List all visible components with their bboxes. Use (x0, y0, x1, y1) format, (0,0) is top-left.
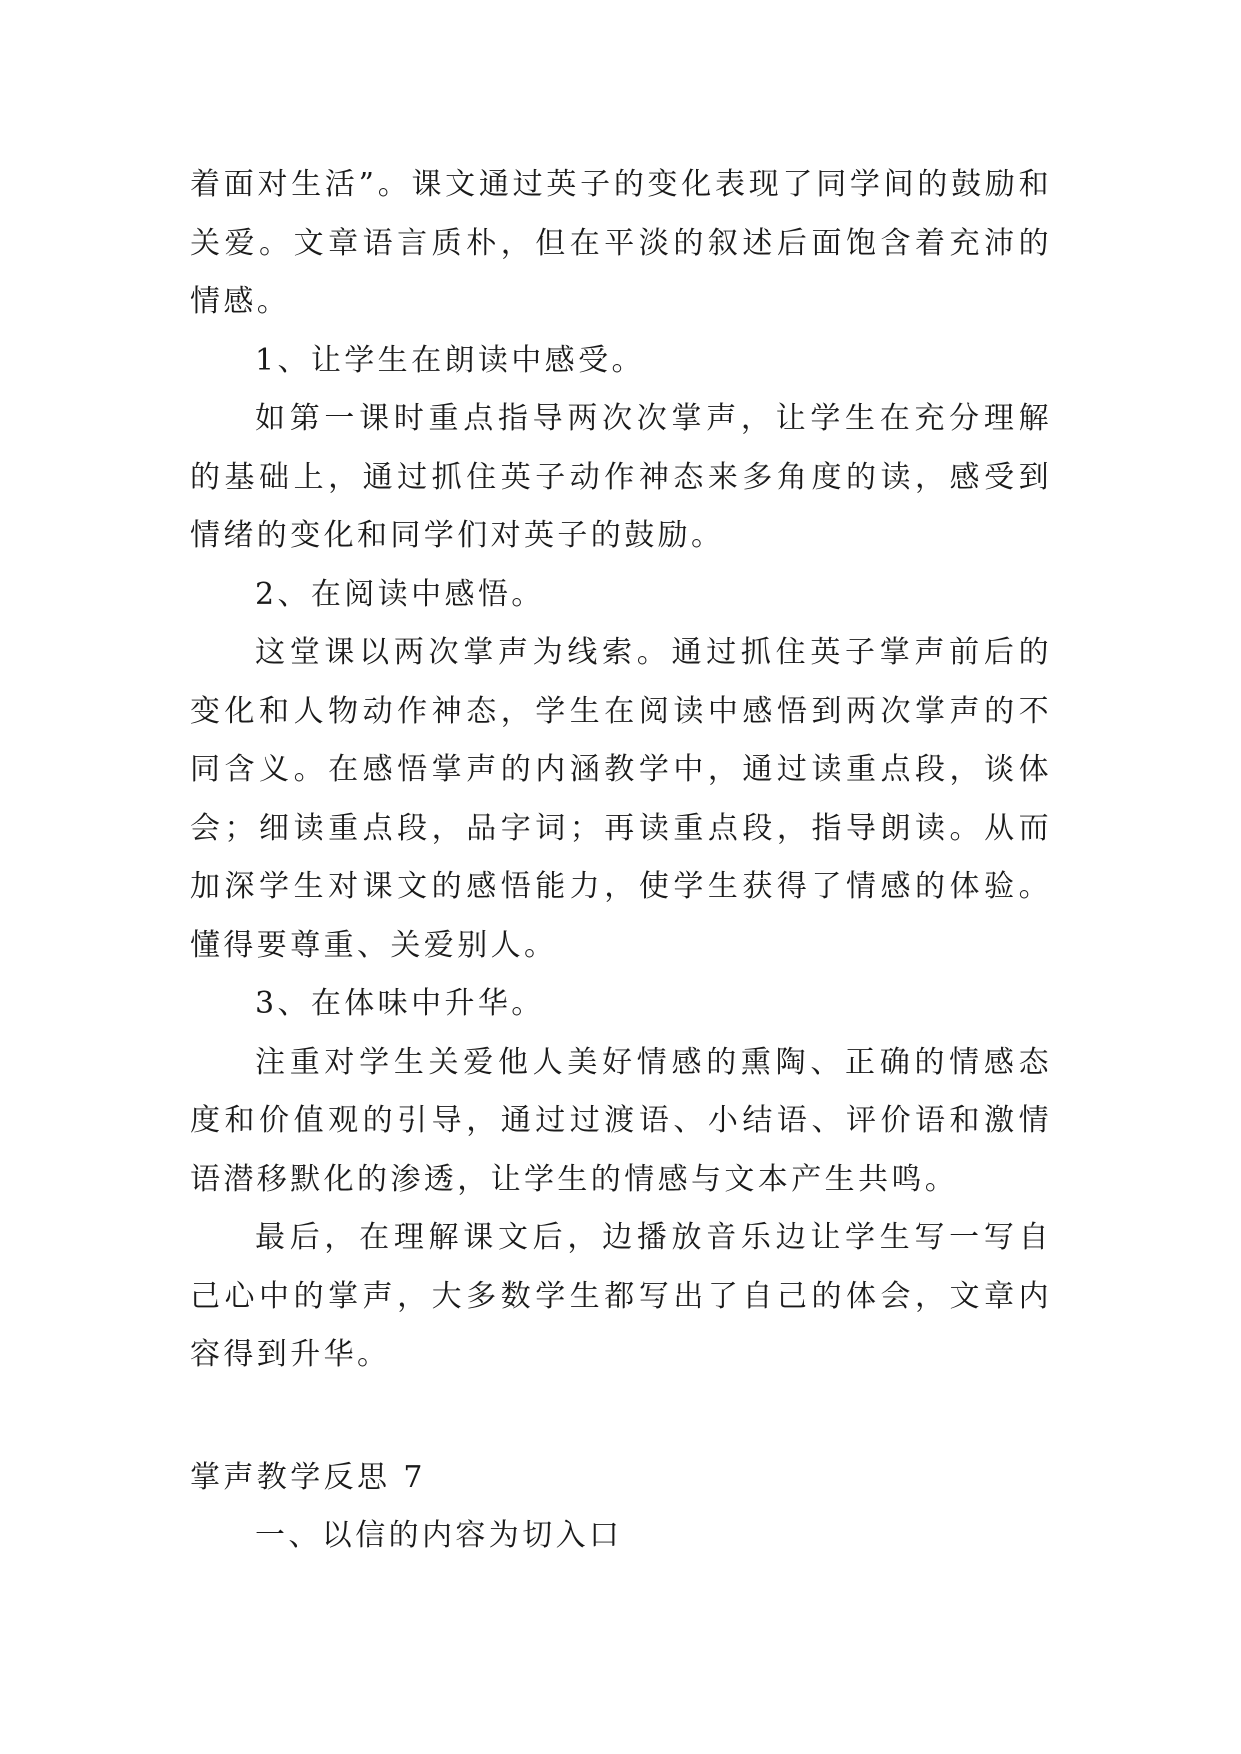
paragraph: 最后，在理解课文后，边播放音乐边让学生写一写自己心中的掌声，大多数学生都写出了自己的体会，文章内容得到升华。 (190, 1220, 1052, 1372)
list-item-3: 3、在体味中升华。 (255, 986, 545, 1021)
section-title: 掌声教学反思 7 (190, 1459, 426, 1495)
document-body (190, 156, 1052, 1566)
section-first-item: 一、以信的内容为切入口 (255, 1518, 623, 1553)
list-item-1: 1、让学生在朗读中感受。 (255, 342, 645, 378)
paragraph: 这堂课以两次掌声为线索。通过抓住英子掌声前后的变化和人物动作神态，学生在阅读中感悟到两次掌声的不同含义。在感悟掌声的内涵教学中，通过读重点段，谈体会；细读重点段，品字词；再读重点段，指导朗读。从而加深学生对课文的感悟能力，使学生获得了情感的体验。懂得要尊重、关爱别人。 (190, 635, 1052, 963)
list-item-2: 2、在阅读中感悟。 (255, 576, 545, 612)
paragraph-continuation: 着面对生活”。课文通过英子的变化表现了同学间的鼓励和关爱。文章语言质朴，但在平淡的叙述后面饱含着充沛的情感。 (190, 167, 1052, 319)
paragraph: 注重对学生关爱他人美好情感的熏陶、正确的情感态度和价值观的引导，通过过渡语、小结语、评价语和激情语潜移默化的渗透，让学生的情感与文本产生共鸣。 (190, 1044, 1052, 1197)
paragraph: 如第一课时重点指导两次次掌声，让学生在充分理解的基础上，通过抓住英子动作神态来多角度的读，感受到情绪的变化和同学们对英子的鼓励。 (190, 401, 1052, 553)
